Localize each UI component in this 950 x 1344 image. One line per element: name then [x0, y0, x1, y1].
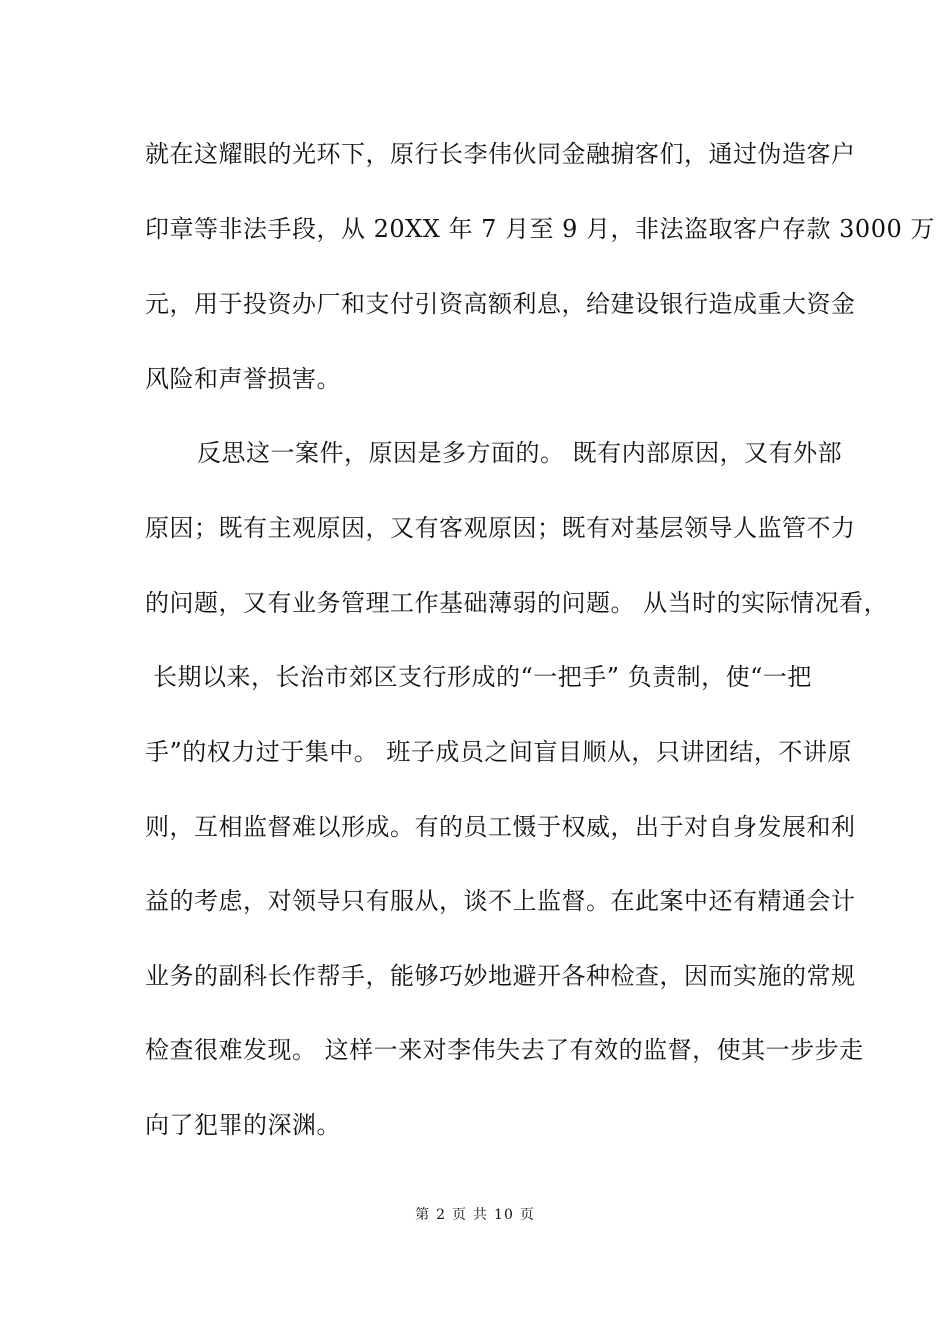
body-line-6: 原因；既有主观原因，又有客观原因；既有对基层领导人监管不力 — [145, 514, 856, 542]
body-line-4: 风险和声誉损害。 — [145, 365, 341, 393]
page-footer — [0, 1206, 950, 1224]
body-line-14: 向了犯罪的深渊。 — [145, 1111, 341, 1139]
body-line-11: 益的考虑，对领导只有服从，谈不上监督。在此案中还有精通会计 — [145, 887, 856, 915]
footer-page-label: 第 — [415, 1207, 431, 1223]
footer-page-unit: 页 — [452, 1207, 468, 1223]
body-line-3: 元，用于投资办厂和支付引资高额利息，给建设银行造成重大资金 — [145, 290, 856, 318]
body-line-2: 印章等非法手段，从 20XX 年 7 月至 9 月，非法盗取客户存款 3000 万 — [145, 215, 935, 243]
footer-total-label: 共 — [473, 1207, 489, 1223]
body-line-9: 手”的权力过于集中。 班子成员之间盲目顺从，只讲团结，不讲原 — [145, 738, 852, 766]
body-line-10: 则，互相监督难以形成。有的员工慑于权威，出于对自身发展和利 — [145, 813, 856, 841]
body-line-7: 的问题，又有业务管理工作基础薄弱的问题。 从当时的实际情况看， — [145, 589, 889, 617]
footer-page-number: 2 — [436, 1207, 447, 1223]
footer-total-unit: 页 — [519, 1207, 535, 1223]
body-line-12: 业务的副科长作帮手，能够巧妙地避开各种检查，因而实施的常规 — [145, 962, 856, 990]
body-line-8: 长期以来，长治市郊区支行形成的“一把手” 负责制，使“一把 — [153, 663, 812, 691]
footer-total-pages: 10 — [494, 1207, 514, 1223]
body-line-5: 反思这一案件，原因是多方面的。 既有内部原因，又有外部 — [197, 439, 843, 467]
body-line-13: 检查很难发现。 这样一来对李伟失去了有效的监督，使其一步步走 — [145, 1036, 864, 1064]
body-line-1: 就在这耀眼的光环下，原行长李伟伙同金融掮客们，通过伪造客户 — [145, 140, 856, 168]
